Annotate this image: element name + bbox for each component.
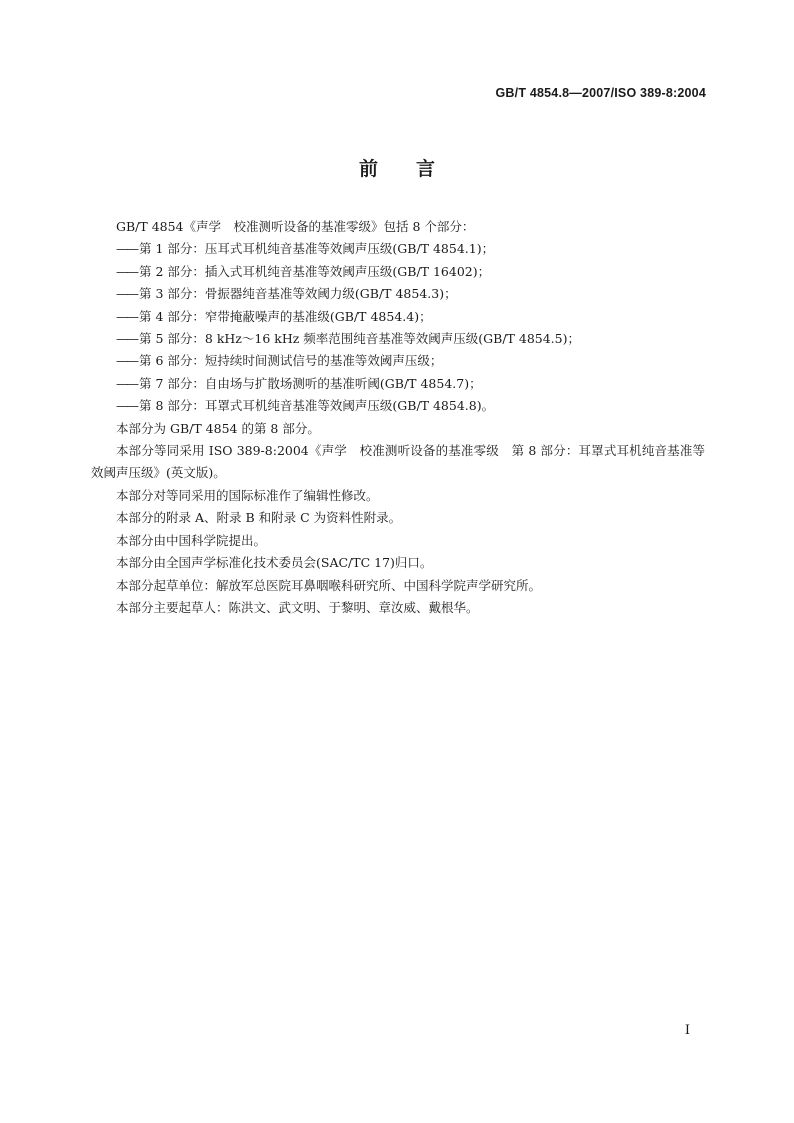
list-item <box>91 261 705 283</box>
list-item-text: 第 4 部分：窄带掩蔽噪声的基准级(GB/T 4854.4)； <box>139 308 432 324</box>
parts-list <box>91 238 705 417</box>
paragraph: 本部分起草单位：解放军总医院耳鼻咽喉科研究所、中国科学院声学研究所。 <box>116 577 542 593</box>
list-item <box>91 350 705 372</box>
list-item-text: 第 3 部分：骨振器纯音基准等效阈力级(GB/T 4854.3)； <box>139 286 457 302</box>
list-item <box>91 306 705 328</box>
list-dash: —— <box>116 331 137 347</box>
list-item <box>91 373 705 395</box>
list-item-text: 第 2 部分：插入式耳机纯音基准等效阈声压级(GB/T 16402)； <box>139 263 491 279</box>
paragraph: 本部分主要起草人：陈洪文、武文明、于黎明、章汝威、戴根华。 <box>116 599 479 615</box>
standard-code-header: GB/T 4854.8—2007/ISO 389-8:2004 <box>495 86 706 100</box>
list-item <box>91 328 705 350</box>
list-dash: —— <box>116 375 137 391</box>
preface-body <box>91 216 705 619</box>
paragraph: 本部分等同采用 ISO 389-8:2004《声学 校准测听设备的基准零级 第 8 部分：耳罩式耳机纯音基准等效阈声压级》(英文版)。 <box>91 443 705 481</box>
list-item-text: 第 1 部分：压耳式耳机纯音基准等效阈声压级(GB/T 4854.1)； <box>139 241 495 257</box>
list-item <box>91 238 705 260</box>
paragraph: 本部分为 GB/T 4854 的第 8 部分。 <box>116 420 320 436</box>
paragraph: 本部分的附录 A、附录 B 和附录 C 为资料性附录。 <box>116 510 402 526</box>
paragraph: 本部分由中国科学院提出。 <box>116 532 267 548</box>
list-dash: —— <box>116 241 137 257</box>
list-item <box>91 395 705 417</box>
page-title: 前言 <box>358 158 473 180</box>
list-item-text: 第 5 部分：8 kHz～16 kHz 频率范围纯音基准等效阈声压级(GB/T 4854.5)； <box>139 331 580 347</box>
list-dash: —— <box>116 263 137 279</box>
intro-paragraph: GB/T 4854《声学 校准测听设备的基准零级》包括 8 个部分： <box>116 219 475 234</box>
list-item <box>91 283 705 305</box>
page-number: I <box>684 1023 690 1038</box>
list-dash: —— <box>116 353 137 369</box>
list-item-text: 第 7 部分：自由场与扩散场测听的基准听阈(GB/T 4854.7)； <box>139 375 482 391</box>
paragraph: 本部分对等同采用的国际标准作了编辑性修改。 <box>116 487 379 503</box>
list-dash: —— <box>116 398 137 414</box>
list-dash: —— <box>116 286 137 302</box>
list-item-text: 第 6 部分：短持续时间测试信号的基准等效阈声压级； <box>139 353 443 369</box>
list-dash: —— <box>116 308 137 324</box>
list-item-text: 第 8 部分：耳罩式耳机纯音基准等效阈声压级(GB/T 4854.8)。 <box>139 398 495 414</box>
paragraph: 本部分由全国声学标准化技术委员会(SAC/TC 17)归口。 <box>116 555 433 571</box>
